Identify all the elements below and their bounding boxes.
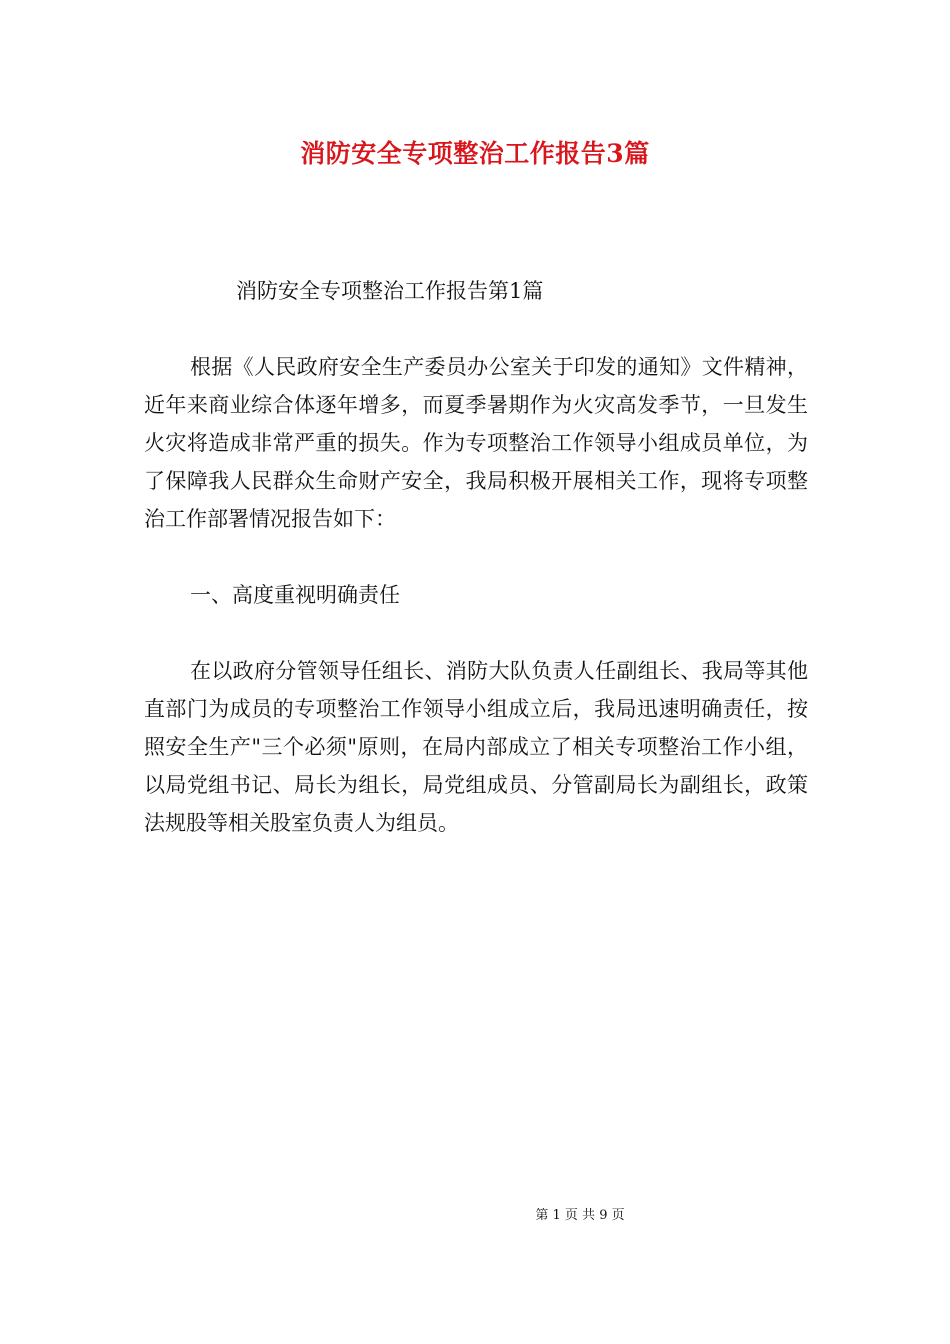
page-number-footer: 第 1 页 共 9 页 xyxy=(535,1208,625,1223)
subheading-responsibility: 一、高度重视明确责任 xyxy=(190,583,400,607)
document-body xyxy=(144,272,808,880)
paragraph-intro: 根据《人民政府安全生产委员办公室关于印发的通知》文件精神，近年来商业综合体逐年增多，而夏季暑期作为火灾高发季节，一旦发生火灾将造成非常严重的损失。作为专项整治工作领导小组成员单位，为了保障我人民群众生命财产安全，我局积极开展相关工作，现将专项整治工作部署情况报告如下： xyxy=(144,355,808,531)
document-title: 消防安全专项整治工作报告3篇 xyxy=(300,139,650,168)
paragraph-responsibility: 在以政府分管领导任组长、消防大队负责人任副组长、我局等其他直部门为成员的专项整治工作领导小组成立后，我局迅速明确责任，按照安全生产"三个必须"原则，在局内部成立了相关专项整治工作小组，以局党组书记、局长为组长，局党组成员、分管副局长为副组长，政策法规股等相关股室负责人为组员。 xyxy=(144,659,808,835)
section-heading: 消防安全专项整治工作报告第1篇 xyxy=(236,279,544,303)
